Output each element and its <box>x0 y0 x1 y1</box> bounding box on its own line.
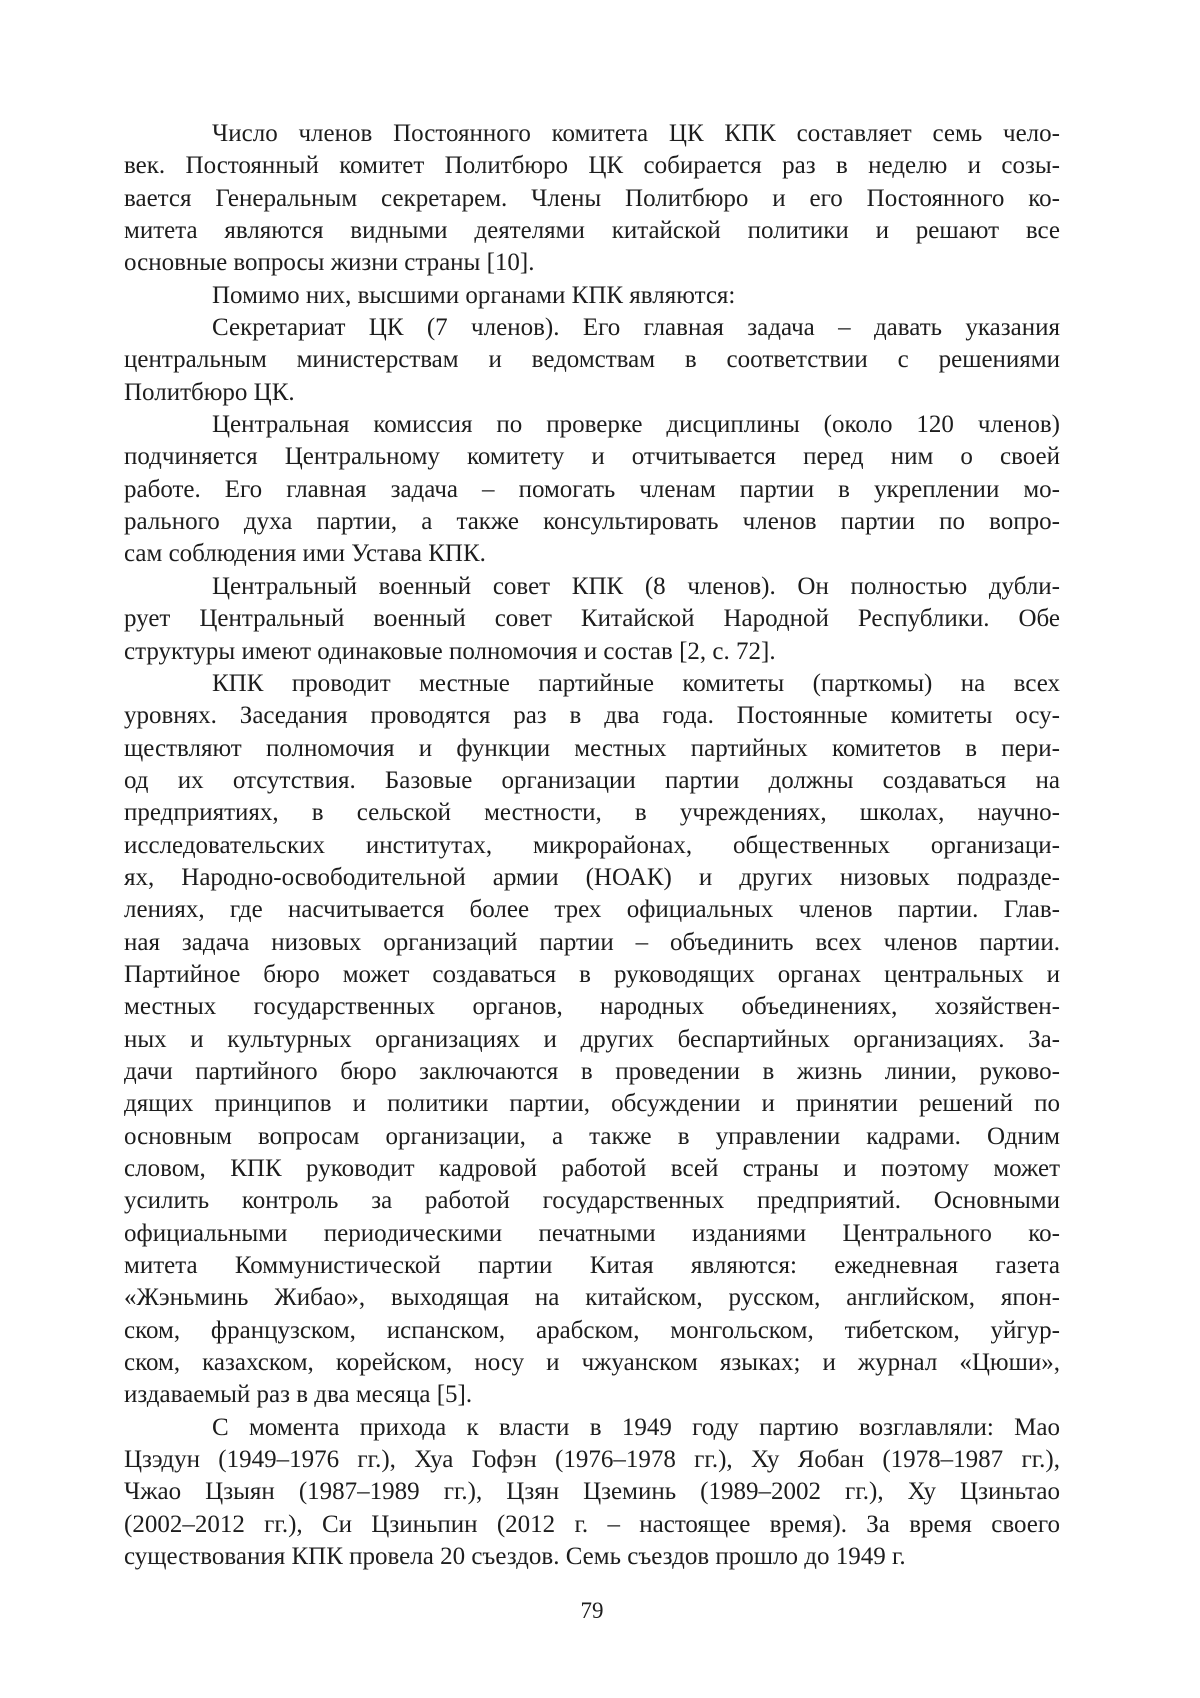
page-text <box>124 118 1060 1573</box>
text-line: дачи партийного бюро заключаются в проведении в жизнь линии, руково- <box>124 1057 1060 1085</box>
text-line: ществляют полномочия и функции местных партийных комитетов в пери- <box>124 734 1060 762</box>
text-line: ных и культурных организациях и других беспартийных организациях. За- <box>124 1025 1060 1053</box>
page-number: 79 <box>580 1598 604 1623</box>
paragraph <box>124 280 1060 312</box>
text-line: КПК проводит местные партийные комитеты (парткомы) на всех <box>212 669 1060 697</box>
text-line: основным вопросам организации, а также в управлении кадрами. Одним <box>124 1122 1060 1150</box>
text-line: Центральный военный совет КПК (8 членов). Он полностью дубли- <box>212 572 1060 600</box>
text-line: Цзэдун (1949–1976 гг.), Хуа Гофэн (1976–1978 гг.), Ху Яобан (1978–1987 гг.), <box>124 1446 1060 1474</box>
text-line: исследовательских институтах, микрорайонах, общественных организаци- <box>124 831 1060 859</box>
text-line: ях, Народно-освободительной армии (НОАК) и других низовых подразде- <box>124 863 1060 891</box>
text-line: структуры имеют одинаковые полномочия и состав [2, с. 72]. <box>124 637 776 665</box>
text-line: подчиняется Центральному комитету и отчитывается перед ним о своей <box>124 443 1060 471</box>
paragraph <box>124 571 1060 668</box>
text-line: Помимо них, высшими органами КПК являются: <box>212 281 736 309</box>
text-line: «Жэньминь Жибао», выходящая на китайском, русском, английском, япон- <box>124 1284 1060 1312</box>
text-line: вается Генеральным секретарем. Члены Политбюро и его Постоянного ко- <box>124 184 1060 212</box>
text-line: лениях, где насчитывается более трех официальных членов партии. Глав- <box>124 896 1060 924</box>
text-line: работе. Его главная задача – помогать членам партии в укреплении мо- <box>124 475 1060 503</box>
text-line: рального духа партии, а также консультировать членов партии по вопро- <box>124 508 1060 536</box>
text-line: Политбюро ЦК. <box>124 378 295 406</box>
text-line: сам соблюдения ими Устава КПК. <box>124 540 486 568</box>
text-line: усилить контроль за работой государственных предприятий. Основными <box>124 1187 1060 1215</box>
text-line: ском, казахском, корейском, носу и чжуанском языках; и журнал «Цюши», <box>124 1349 1060 1377</box>
text-line: предприятиях, в сельской местности, в учреждениях, школах, научно- <box>124 799 1060 827</box>
text-line: век. Постоянный комитет Политбюро ЦК собирается раз в неделю и созы- <box>124 152 1060 180</box>
text-line: центральным министерствам и ведомствам в соответствии с решениями <box>124 346 1060 374</box>
text-line: митета являются видными деятелями китайской политики и решают все <box>124 217 1060 245</box>
text-line: местных государственных органов, народных объединениях, хозяйствен- <box>124 993 1060 1021</box>
text-line: Число членов Постоянного комитета ЦК КПК составляет семь чело- <box>212 120 1060 147</box>
paragraph <box>124 409 1060 571</box>
text-line: издаваемый раз в два месяца [5]. <box>124 1381 473 1409</box>
paragraph <box>124 118 1060 280</box>
text-line: уровнях. Заседания проводятся раз в два года. Постоянные комитеты осу- <box>124 702 1060 730</box>
text-line: рует Центральный военный совет Китайской Народной Республики. Обе <box>124 605 1060 633</box>
text-line: Партийное бюро может создаваться в руководящих органах центральных и <box>124 960 1060 988</box>
text-line: официальными периодическими печатными изданиями Центрального ко- <box>124 1219 1060 1247</box>
text-line: словом, КПК руководит кадровой работой всей страны и поэтому может <box>124 1155 1060 1182</box>
paragraph <box>124 668 1060 1412</box>
text-line: од их отсутствия. Базовые организации партии должны создаваться на <box>124 766 1060 794</box>
text-line: (2002–2012 гг.), Си Цзиньпин (2012 г. – настоящее время). За время своего <box>124 1510 1060 1538</box>
paragraph <box>124 312 1060 409</box>
text-line: ском, французском, испанском, арабском, монгольском, тибетском, уйгур- <box>124 1316 1060 1344</box>
text-line: С момента прихода к власти в 1949 году партию возглавляли: Мао <box>212 1413 1060 1441</box>
text-line: основные вопросы жизни страны [10]. <box>124 249 535 277</box>
text-line: существования КПК провела 20 съездов. Семь съездов прошло до 1949 г. <box>124 1543 906 1571</box>
text-line: митета Коммунистической партии Китая являются: ежедневная газета <box>124 1252 1060 1280</box>
paragraph <box>124 1412 1060 1574</box>
text-line: Чжао Цзыян (1987–1989 гг.), Цзян Цземинь (1989–2002 гг.), Ху Цзиньтао <box>124 1478 1060 1506</box>
text-line: Секретариат ЦК (7 членов). Его главная задача – давать указания <box>212 314 1060 342</box>
text-line: Центральная комиссия по проверке дисциплины (около 120 членов) <box>212 411 1060 439</box>
text-line: ная задача низовых организаций партии – объединить всех членов партии. <box>124 928 1060 956</box>
text-line: дящих принципов и политики партии, обсуждении и принятии решений по <box>124 1090 1060 1118</box>
